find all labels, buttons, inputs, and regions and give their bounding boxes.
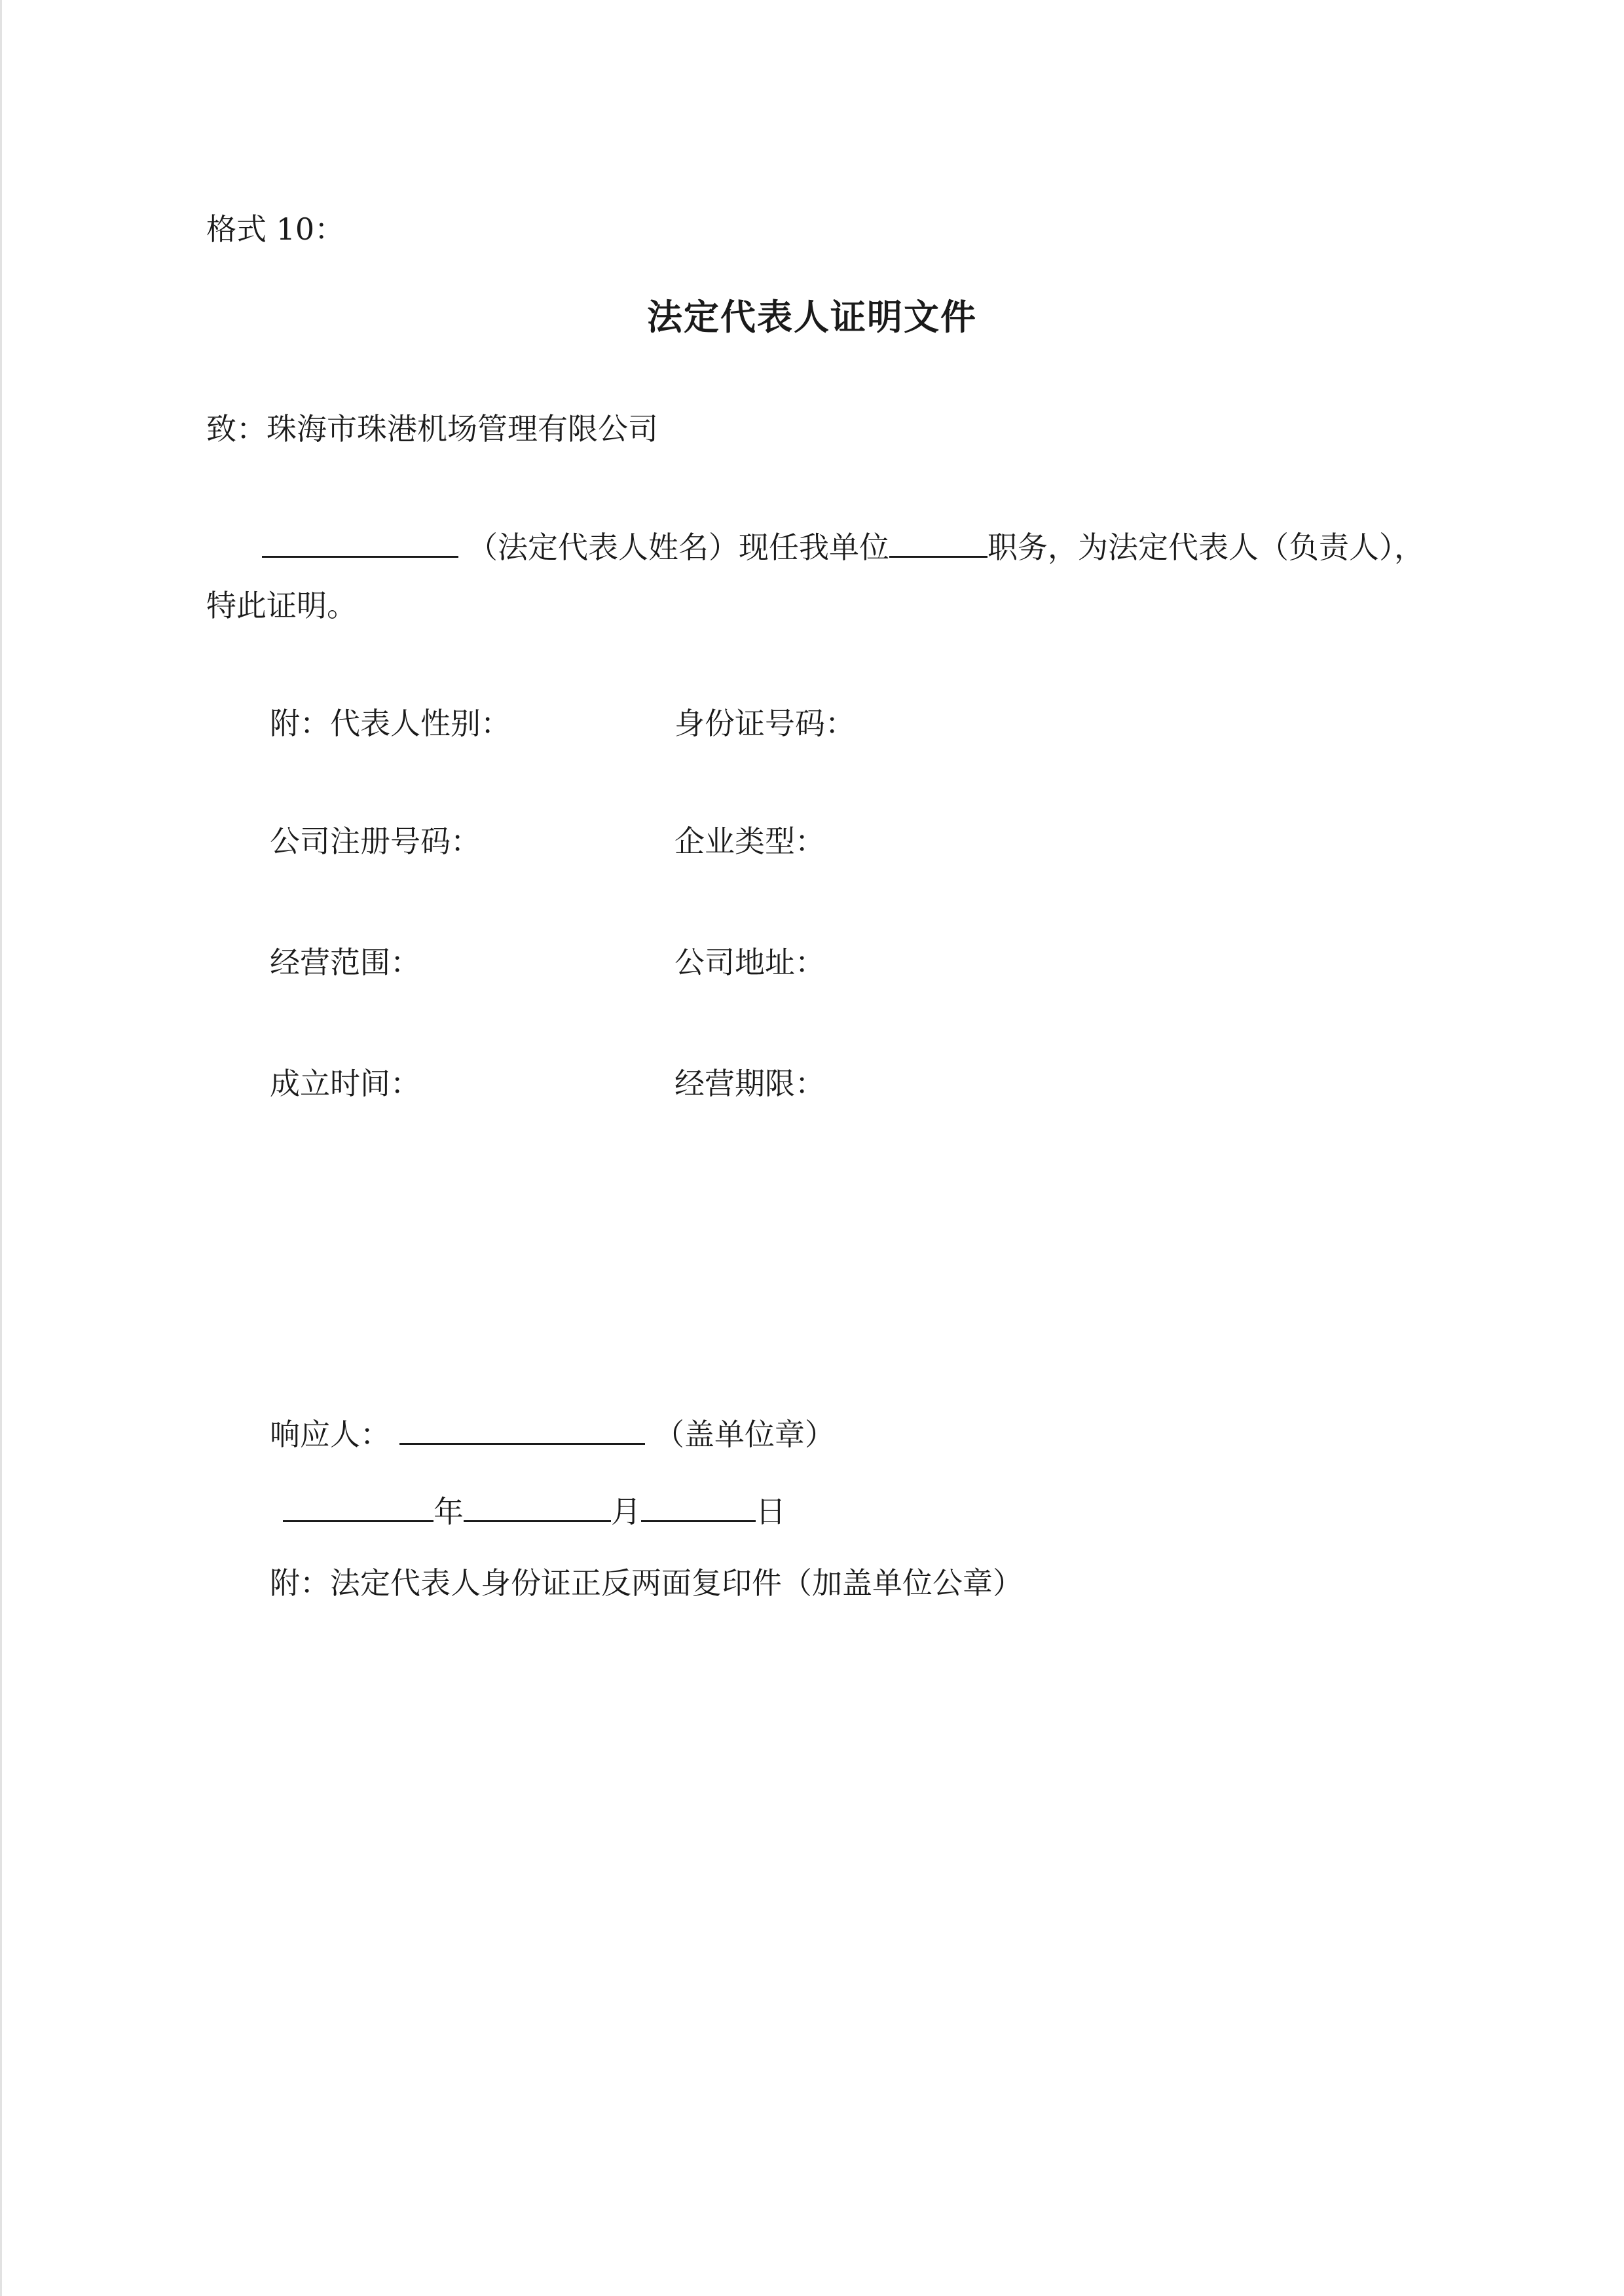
- date-line: [283, 1491, 786, 1531]
- addressee: 致：珠海市珠港机场管理有限公司: [206, 411, 658, 446]
- respondent-blank: [399, 1414, 645, 1445]
- field-company-address: 公司地址：: [674, 945, 825, 980]
- respondent-line: [270, 1414, 835, 1454]
- document-title: 法定代表人证明文件: [647, 297, 977, 338]
- scan-edge: [0, 0, 2, 2296]
- month-blank: [464, 1491, 611, 1522]
- field-established-date: 成立时间：: [270, 1066, 420, 1101]
- certification-sentence: [262, 527, 1424, 567]
- attachment-note: 附：法定代表人身份证正反两面复印件（加盖单位公章）: [270, 1565, 1023, 1601]
- field-registration-number: 公司注册号码：: [270, 824, 481, 859]
- format-label: 格式 10：: [206, 211, 345, 247]
- field-business-term: 经营期限：: [674, 1066, 825, 1101]
- field-id-number: 身份证号码：: [674, 706, 855, 741]
- field-company-type: 企业类型：: [674, 824, 825, 859]
- year-label: 年: [434, 1494, 464, 1529]
- closing-text: 特此证明。: [206, 588, 357, 623]
- seal-note: （盖单位章）: [654, 1417, 835, 1452]
- field-business-scope: 经营范围：: [270, 945, 420, 980]
- year-blank: [283, 1491, 434, 1522]
- month-label: 月: [611, 1494, 641, 1529]
- post-blank: [889, 527, 987, 558]
- name-hint: （法定代表人姓名）现任我单位: [468, 530, 889, 565]
- day-label: 日: [756, 1494, 786, 1529]
- post-suffix: 职务，为法定代表人（负责人），: [987, 530, 1424, 565]
- representative-name-blank: [262, 527, 458, 558]
- day-blank: [641, 1491, 756, 1522]
- field-gender: 附：代表人性别：: [270, 706, 511, 741]
- respondent-label: 响应人：: [270, 1417, 390, 1452]
